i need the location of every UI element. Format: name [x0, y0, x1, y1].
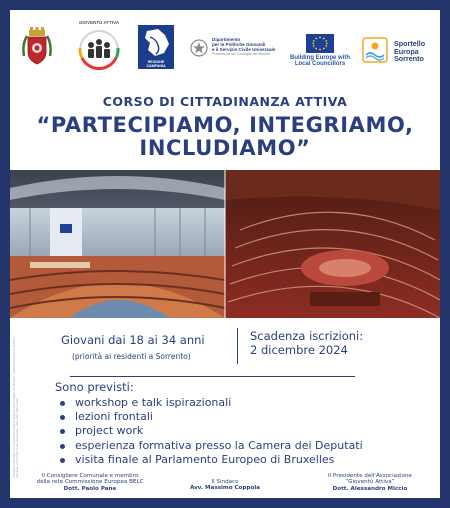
dipartimento-line-1: Dipartimento: [212, 37, 241, 42]
program-item: lezioni frontali: [55, 410, 363, 424]
signature-role: Il Presidente dell'Associazione: [328, 473, 412, 479]
signature-name: Dott. Paolo Pane: [63, 485, 117, 492]
deadline-label: Scadenza iscrizioni:: [250, 329, 364, 343]
regione-campania-map-icon: [138, 25, 174, 61]
residency-priority-note: (priorità ai residenti a Sorrento): [72, 352, 191, 361]
sportello-line-2: Europa: [394, 46, 419, 56]
program-list: [55, 396, 363, 467]
signature-mayor: [175, 479, 275, 492]
regione-campania-logo: [138, 25, 174, 69]
dipartimento-label: [212, 38, 275, 57]
signature-role: Il Sindaco: [211, 479, 239, 485]
signature-name: Dott. Alessandro Miccio: [332, 485, 408, 492]
european-parliament-photo: [10, 170, 225, 318]
sportello-europa-logo-icon: [362, 37, 388, 63]
dipartimento-line-2: per le Politiche Giovanili: [212, 41, 266, 47]
headline-line-1: “PARTECIPIAMO, INTEGRIAMO,: [36, 113, 414, 137]
sportello-line-3: Sorrento: [394, 54, 424, 64]
building-europe-line-2: Local Councillors: [294, 61, 346, 68]
poster: [10, 10, 440, 498]
program-item: visita finale al Parlamento Europeo di Bruxelles: [55, 453, 363, 467]
presidenza-label: Presidenza del Consiglio dei Ministri: [212, 52, 270, 57]
deadline-date: 2 dicembre 2024: [250, 343, 348, 357]
gioventu-attiva-label: GIOVENTÙ ATTIVA: [78, 20, 120, 25]
building-europe-line-1: Building Europe with: [290, 55, 350, 61]
signature-role: della rete Commissione Europea BELC: [36, 479, 144, 486]
dipartimento-line-3: e il Servizio Civile Universale: [212, 46, 276, 52]
signature-role: “Gioventù Attiva”: [345, 479, 395, 486]
sportello-line-1: Sportello: [394, 39, 426, 48]
funding-fine-print: Iniziativa realizzata con il contributo della Presidenza del Consiglio dei Ministri – Dipartimento per le Politiche Giovanili e il Servizio Civile Universale – Gioventù Attiva 2023: [13, 336, 19, 478]
gioventu-attiva-logo-icon: [76, 20, 122, 72]
course-title: CORSO DI CITTADINANZA ATTIVA: [102, 94, 348, 109]
headline: [10, 114, 440, 160]
camera-deputati-photo: [225, 170, 440, 318]
program-intro: Sono previsti:: [55, 380, 134, 394]
horizontal-divider: [70, 376, 355, 377]
italian-republic-emblem-icon: [190, 39, 208, 57]
program-item: esperienza formativa presso la Camera dei Deputati: [55, 439, 363, 453]
logo-strip: [10, 10, 440, 82]
deadline-block: [250, 329, 363, 357]
signature-role: Il Consigliere Comunale e membro: [41, 473, 139, 479]
program-item: project work: [55, 424, 363, 438]
sorrento-coat-of-arms-icon: [22, 26, 52, 68]
program-item: workshop e talk ispirazionali: [55, 396, 363, 410]
eu-flag-icon: [306, 34, 334, 53]
building-europe-label: [282, 55, 358, 68]
headline-line-2: INCLUDIAMO”: [139, 136, 311, 160]
signature-name: Avv. Massimo Coppola: [189, 485, 261, 492]
vertical-divider: [237, 328, 238, 364]
signature-president: [310, 473, 430, 492]
signature-councillor: [30, 473, 150, 492]
regione-campania-label: REGIONE CAMPANIA: [146, 60, 166, 68]
parliament-photo-collage: [10, 170, 440, 318]
age-range-text: Giovani dai 18 ai 34 anni: [61, 333, 205, 347]
sportello-europa-label: [394, 40, 425, 63]
